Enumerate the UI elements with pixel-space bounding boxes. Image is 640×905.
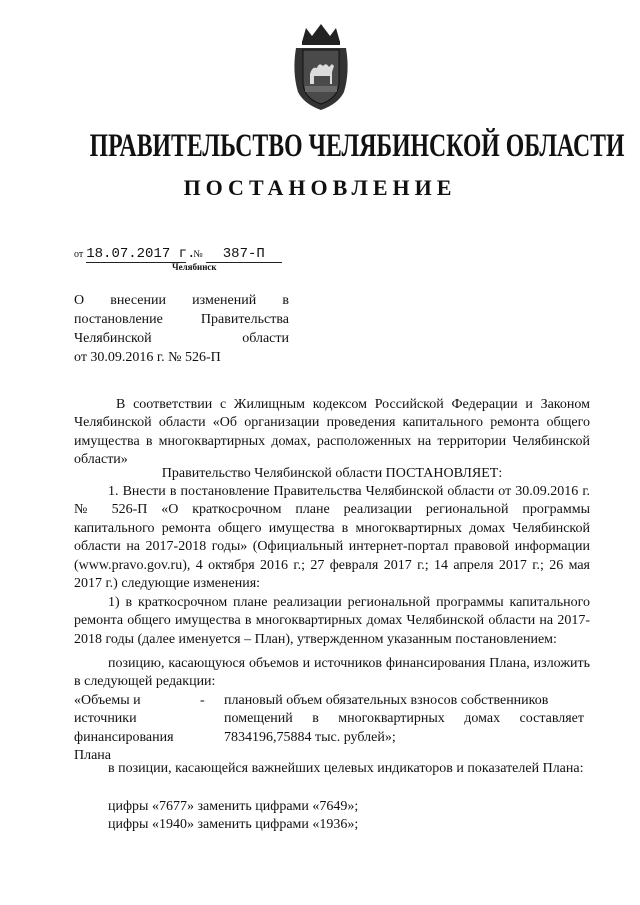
subject-line: Челябинской области xyxy=(74,331,289,346)
financing-table-right xyxy=(224,692,584,747)
item-1-text: 1. Внести в постановление Правительства Челябинской области от 30.09.2016 г. № 526-П «О краткосрочном плане реализации региональной программы капитального ремонта общего имущества в многоквартирных домах Челябинской области на 2017-2018 годы» (Официальный интернет-портал правовой информации (www.pravo.gov.ru), 4 октября 2016 г.; 27 февраля 2017 г.; 14 апреля 2017 г.; 26 мая 2017 г.) следующие изменения: xyxy=(74,484,590,592)
document-date: 18.07.2017 г. xyxy=(86,246,196,262)
document-subject xyxy=(74,291,289,367)
indicators-text: в позиции, касающейся важнейших целевых индикаторов и показателей Плана: xyxy=(108,761,584,776)
replacement-item: цифры «7677» заменить цифрами «7649»; xyxy=(108,799,359,814)
intro-paragraph xyxy=(74,396,590,470)
position-text: позицию, касающуюся объемов и источников финансирования Плана, изложить в следующей редакции: xyxy=(74,656,590,690)
resolution-text: Правительство Челябинской области ПОСТАНОВЛЯЕТ: xyxy=(161,466,503,481)
replacement-item: цифры «1940» заменить цифрами «1936»; xyxy=(108,817,359,833)
table-left-line: финансирования xyxy=(74,729,174,745)
table-dash: - xyxy=(200,693,205,708)
document-meta xyxy=(74,246,282,263)
item-1-paragraph xyxy=(74,483,590,593)
indicators-paragraph xyxy=(74,760,590,778)
item-1-1-paragraph xyxy=(74,594,590,649)
document-type: ПОСТАНОВЛЕНИЕ xyxy=(183,175,457,200)
table-right-line: помещений в многоквартирных домах составляет xyxy=(224,711,584,727)
financing-table-left xyxy=(74,692,194,766)
subject-line: О внесении изменений в xyxy=(74,293,289,308)
item-1-1-text: 1) в краткосрочном плане реализации региональной программы капитального ремонта общего имущества в многоквартирных домах Челябинской области на 2017-2018 годы (далее именуется – План), утвержденном указанным постановлением: xyxy=(74,595,590,647)
table-left-line: источники xyxy=(74,711,137,727)
document-number: 387-П xyxy=(206,246,282,263)
number-prefix: № xyxy=(193,249,203,260)
subject-line: от 30.09.2016 г. № 526-П xyxy=(74,350,221,365)
subject-line: постановление Правительства xyxy=(74,312,289,327)
resolution-line xyxy=(74,465,590,483)
table-right-line: 7834196,75884 тыс. рублей»; xyxy=(224,729,396,745)
city: Челябинск xyxy=(172,262,217,272)
replacement-list xyxy=(74,798,590,835)
coat-of-arms-emblem xyxy=(290,22,352,112)
table-left-line: Плана xyxy=(74,748,112,764)
intro-text: В соответствии с Жилищным кодексом Российской Федерации и Законом Челябинской области «Об организации проведения капитального ремонта общего имущества в многоквартирных домах, расположенных на территории Челябинской области» xyxy=(74,397,590,468)
table-left-line: «Объемы и xyxy=(74,693,141,708)
date-prefix: от xyxy=(74,249,84,260)
position-paragraph xyxy=(74,655,590,692)
organization-title: ПРАВИТЕЛЬСТВО ЧЕЛЯБИНСКОЙ ОБЛАСТИ xyxy=(89,128,625,164)
table-right-line: плановый объем обязательных взносов собственников xyxy=(224,693,549,708)
